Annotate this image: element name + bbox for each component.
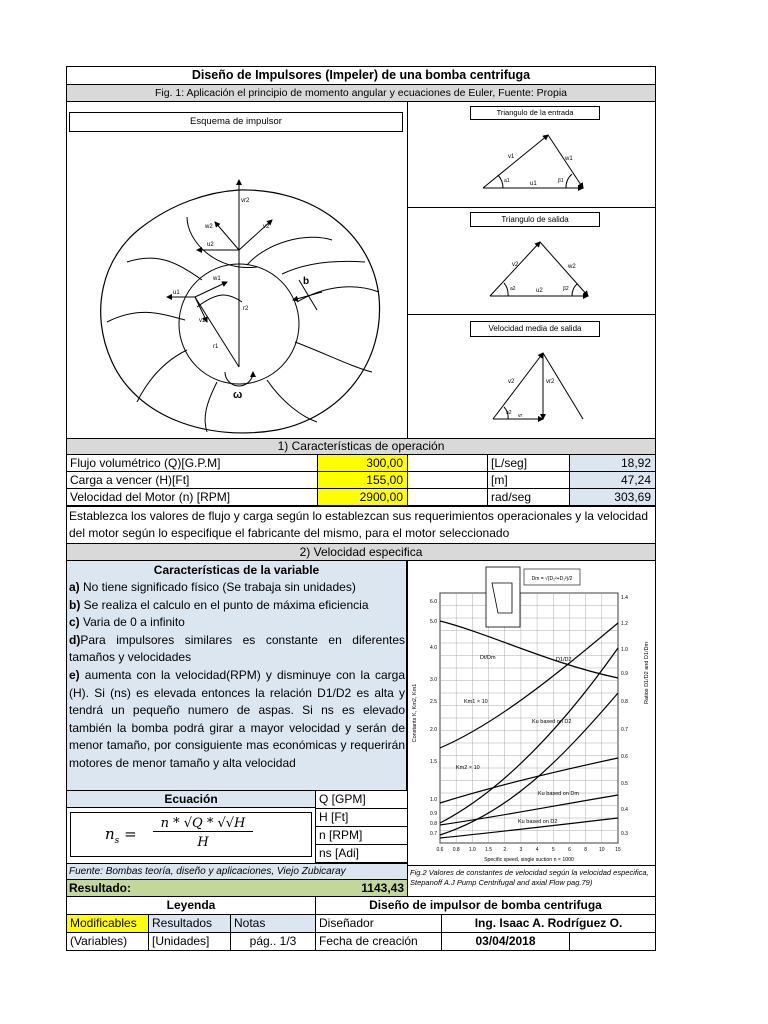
fig1-caption: Fig. 1: Aplicación el principio de momento angular y ecuaciones de Euler, Fuente: Propia xyxy=(66,84,656,102)
label-v2: v2 xyxy=(263,224,270,230)
leyenda-label: Leyenda xyxy=(66,896,316,915)
chart-y-right-tick: 1.0 xyxy=(621,647,628,653)
page-number: pág.. 1/3 xyxy=(230,932,316,951)
triangle-salida-panel xyxy=(407,207,656,315)
characteristic-item xyxy=(69,614,405,632)
legend-modificables: Modificables xyxy=(66,914,149,933)
chart-xlabel: Specific speed, single suction n × 1000 xyxy=(484,857,574,863)
chart-curve-label: Ku based on D2 xyxy=(518,819,558,825)
label-r2: r2 xyxy=(243,306,249,312)
chart-y-left-tick: 1.5 xyxy=(430,759,437,765)
chart-y-left-tick: 0.8 xyxy=(430,821,437,827)
media-vr2: vr2 xyxy=(546,379,555,385)
chart-curve-label: Km2 × 10 xyxy=(456,765,480,771)
op-converted: 303,69 xyxy=(569,488,656,506)
equation-unit: Q [GPM] xyxy=(315,790,408,809)
spreadsheet xyxy=(66,66,656,954)
entrada-u1: u1 xyxy=(530,181,537,187)
equation: $n_s$ = n * √Q * √√H H xyxy=(70,812,312,857)
equation-box xyxy=(66,807,316,864)
characteristic-item xyxy=(69,632,405,667)
salida-u2: u2 xyxy=(536,288,543,294)
media-a2: a2 xyxy=(506,410,512,416)
svg-text:Dm = √(D₂²+D₁²)/2: Dm = √(D₂²+D₁²)/2 xyxy=(531,576,573,582)
characteristic-tag: d) xyxy=(69,632,81,647)
legend-variables: (Variables) xyxy=(66,932,149,951)
chart-y-right-tick: 0.9 xyxy=(621,671,628,677)
characteristics-title: Características de la variable xyxy=(153,563,320,577)
label-vr2: vr2 xyxy=(241,198,250,204)
characteristic-tag: c) xyxy=(69,615,80,630)
characteristic-item xyxy=(69,597,405,615)
salida-a2: a2 xyxy=(510,286,516,292)
page-title: Diseño de Impulsores (Impeler) de una bomba centrifuga xyxy=(66,66,656,85)
triangle-media-label: Velocidad media de salida xyxy=(470,321,600,337)
equation-unit: n [RPM] xyxy=(315,826,408,845)
chart-curve-label: Km1 × 10 xyxy=(464,699,488,705)
chart-y-left-tick: 0.9 xyxy=(430,811,437,817)
entrada-w1: w1 xyxy=(565,156,573,162)
chart-x-tick: 0.8 xyxy=(452,847,460,853)
chart-x-tick: 2 xyxy=(503,847,507,853)
characteristic-text: Varia de 0 a infinito xyxy=(79,615,185,630)
op-spacer xyxy=(407,471,488,489)
disenador-label: Diseñador xyxy=(315,914,442,933)
characteristic-text: aumenta con la velocidad(RPM) y disminuye con la carga (H). Si (ns) es elevada entonces la relación D1/D2 es alta y tendrá un pequeño numero de aspas. Si ns es elevado también la bomba podrá girar a mayor velocidad y serán de menor tamaño, por consiguiente mas económicas y requerirán motores de menor tamaño y alta velocidad xyxy=(69,667,405,770)
op-value-input[interactable]: 2900,00 xyxy=(317,488,408,506)
label-w2: w2 xyxy=(205,224,213,230)
op-unit: [L/seg] xyxy=(487,454,570,472)
label-omega: ω xyxy=(233,389,243,401)
triangle-entrada-label: Triangulo de la entrada xyxy=(470,106,600,120)
chart-x-tick: 8 xyxy=(584,847,588,853)
chart-y-left-tick: 2.5 xyxy=(430,699,437,705)
resultado-value: 1143,43 xyxy=(361,881,404,895)
label-u2: u2 xyxy=(207,242,214,248)
op-value-input[interactable]: 155,00 xyxy=(317,471,408,489)
op-converted: 47,24 xyxy=(569,471,656,489)
chart-y-right-tick: 0.3 xyxy=(621,831,628,837)
characteristic-tag: a) xyxy=(69,580,80,594)
chart-y-left-tick: 5.0 xyxy=(430,619,437,625)
label-b: b xyxy=(303,276,310,287)
op-label: Velocidad del Motor (n) [RPM] xyxy=(66,488,318,506)
chart-y-right-tick: 0.4 xyxy=(621,807,628,813)
chart-y-right-tick: 1.4 xyxy=(621,595,628,601)
eq-lhs: n xyxy=(105,825,115,843)
chart-x-tick: 3 xyxy=(519,847,523,853)
chart-x-tick: 1.5 xyxy=(485,847,493,853)
op-unit: rad/seg xyxy=(487,488,570,506)
chart-x-tick: 6 xyxy=(568,847,571,853)
triangle-media-diagram xyxy=(408,339,656,439)
equation-unit: H [Ft] xyxy=(315,808,408,827)
label-u1: u1 xyxy=(173,290,180,296)
characteristic-text: Para impulsores similares es constante en diferentes tamaños y velocidades xyxy=(69,632,405,665)
fecha-label: Fecha de creación xyxy=(315,932,442,951)
triangle-media-panel xyxy=(407,314,656,439)
chart-x-tick: 1.0 xyxy=(468,847,476,853)
fig2-caption: Fig.2 Valores de constantes de velocidad según la velocidad especifica, Stepanoff A.J Pump Centrifugal and axial Flow pag.79) xyxy=(407,865,656,897)
characteristic-text: Se realiza el calculo en el punto de máxima eficiencia xyxy=(80,597,369,612)
chart-y-right-tick: 0.7 xyxy=(621,727,628,733)
chart-y-left-tick: 1.0 xyxy=(430,797,437,803)
footer-title: Diseño de impulsor de bomba centrifuga xyxy=(315,896,656,915)
chart-x-tick: 10 xyxy=(599,847,605,853)
characteristic-tag: e) xyxy=(69,667,80,682)
legend-notas: Notas xyxy=(230,914,316,933)
label-r1: r1 xyxy=(213,344,219,350)
chart-y-left-tick: 6.0 xyxy=(430,599,437,605)
chart-y-right-tick: 0.8 xyxy=(621,699,628,705)
fig2-chart xyxy=(408,563,655,863)
chart-ylabel-left: Constants K, Km2, Km1 xyxy=(412,683,418,743)
chart-y-left-tick: 3.0 xyxy=(430,677,437,683)
chart-y-left-tick: 2.0 xyxy=(430,727,437,733)
chart-y-right-tick: 0.5 xyxy=(621,781,628,787)
chart-y-left-tick: 0.7 xyxy=(430,831,437,837)
empty-cell xyxy=(569,932,656,951)
triangle-entrada-panel xyxy=(407,101,656,208)
triangle-entrada-diagram xyxy=(408,120,656,208)
characteristic-item xyxy=(69,667,405,773)
label-w1: w1 xyxy=(213,276,221,282)
fig2-panel xyxy=(407,560,656,866)
op-label: Carga a vencer (H)[Ft] xyxy=(66,471,318,489)
chart-y-right-tick: 1.2 xyxy=(621,621,628,627)
fuente: Fuente: Bombas teoría, diseño y aplicaciones, Viejo Zubicaray xyxy=(66,863,408,880)
characteristics-list xyxy=(69,579,405,773)
resultado-row xyxy=(66,879,408,897)
characteristics-panel xyxy=(66,560,407,791)
op-spacer xyxy=(407,454,488,472)
ecuacion-label: Ecuación xyxy=(66,790,316,808)
salida-b2: β2 xyxy=(563,286,569,292)
disenador-value: Ing. Isaac A. Rodríguez O. xyxy=(441,914,656,933)
triangle-salida-diagram xyxy=(408,228,656,314)
legend-resultados: Resultados xyxy=(148,914,231,933)
triangle-salida-label: Triangulo de salida xyxy=(470,212,600,227)
impeller-label: Esquema de impulsor xyxy=(69,112,403,132)
characteristic-text: No tiene significado físico (Se trabaja sin unidades) xyxy=(79,580,356,594)
entrada-v1: v1 xyxy=(508,154,515,160)
chart-curve-label: Ku based on D2 xyxy=(532,719,572,725)
section1-note: Establezca los valores de flujo y carga según lo establezcan sus requerimientos operacionales y la velocidad del motor según lo especifique el fabricante del mismo, para el motor seleccionado xyxy=(66,506,656,544)
chart-y-left-tick: 4.0 xyxy=(430,645,437,651)
chart-curve-label: Dt/Dm xyxy=(480,655,496,661)
chart-x-tick: 5 xyxy=(551,847,555,853)
characteristic-tag: b) xyxy=(69,597,81,612)
eq-lhs-sub: s xyxy=(114,836,120,846)
fecha-value: 03/04/2018 xyxy=(441,932,570,951)
chart-x-tick: 15 xyxy=(615,847,621,853)
label-v1: v1 xyxy=(199,318,206,324)
eq-den: H xyxy=(197,835,209,850)
chart-ylabel-right: Ratios D1/D2 and D1/Dm xyxy=(644,641,650,705)
op-spacer xyxy=(407,488,488,506)
chart-x-tick: 0.6 xyxy=(436,847,444,853)
equation-unit: ns [Adi] xyxy=(315,844,408,863)
media-v2: v2 xyxy=(508,379,515,385)
characteristic-item xyxy=(69,579,405,597)
salida-w2: w2 xyxy=(568,264,576,270)
chart-curve-label: D1/D2 xyxy=(556,657,572,663)
op-value-input[interactable]: 300,00 xyxy=(317,454,408,472)
entrada-b1: β1 xyxy=(558,178,564,184)
impeller-diagram xyxy=(67,132,407,438)
legend-unidades: [Unidades] xyxy=(148,932,231,951)
salida-v2: v2 xyxy=(512,262,519,268)
section1-header: 1) Características de operación xyxy=(66,438,656,455)
eq-num: n * √Q * √√H xyxy=(153,816,253,832)
section2-header: 2) Velocidad especifica xyxy=(66,543,656,561)
impeller-panel xyxy=(66,101,408,439)
resultado-label: Resultado: xyxy=(69,881,132,895)
chart-curve-label: Ku based on Dm xyxy=(538,791,579,797)
op-unit: [m] xyxy=(487,471,570,489)
op-label: Flujo volumétrico (Q)[G.P.M] xyxy=(66,454,318,472)
chart-y-right-tick: 0.6 xyxy=(621,754,628,760)
op-converted: 18,92 xyxy=(569,454,656,472)
chart-x-tick: 4 xyxy=(535,847,539,853)
entrada-a1: a1 xyxy=(504,178,510,184)
media-vr: vr xyxy=(518,413,523,419)
